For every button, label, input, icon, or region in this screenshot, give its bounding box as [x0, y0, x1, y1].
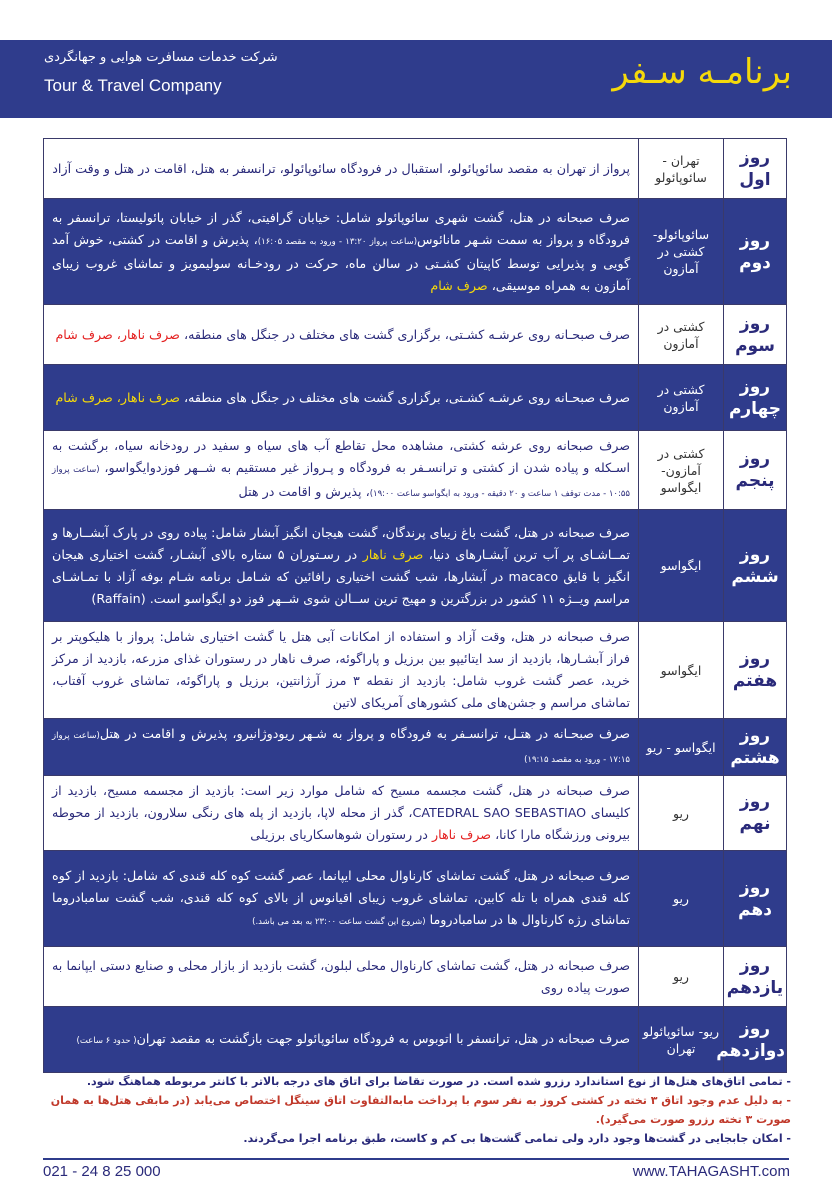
- day-location: ریو: [639, 776, 724, 851]
- itinerary-row: [44, 1007, 787, 1073]
- day-text: صرف صبحانه در هتل، ترانسفر با اتوبوس به فرودگاه سائوپائولو جهت بازگشت به مقصد تهران: [136, 1030, 630, 1046]
- page-title: برنامـه سـفر: [612, 52, 792, 92]
- day-label: روز هفتم: [724, 622, 787, 719]
- day-location: کشتی در آمازون: [639, 365, 724, 431]
- day-label: روز پنجم: [724, 431, 787, 510]
- note-item: - به دلیل عدم وجود اتاق ۳ تخته در کشتی کروز به نفر سوم با پرداخت مابه‌التفاوت اتاق سینگل اختصاص می‌یابد (در مابقی هتل‌ها به همان صورت ۳ تخته رزرو صورت می‌گیرد).: [50, 1094, 791, 1126]
- day-location: کشتی در آمازون- ایگواسو: [639, 431, 724, 510]
- day-location: سائوپائولو- کشتی در آمازون: [639, 199, 724, 305]
- day-label: روز نهم: [724, 776, 787, 851]
- day-location: ایگواسو: [639, 622, 724, 719]
- day-text: صرف صبحانه در هتل، گشت تماشای کارناوال محلی لبلون، گشت بازدید از بازار محلی و صنایع دستی ایپانما به صورت پیاده روی: [52, 957, 630, 995]
- day-text-continued: در رستوران شوهاسکاریای برزیلی: [250, 827, 432, 842]
- day-text-continued: ، پذیرش و اقامت در هتل: [238, 484, 370, 499]
- notes-section: [43, 1072, 791, 1148]
- itinerary-table: [43, 138, 787, 1073]
- day-label: روز هشتم: [724, 719, 787, 776]
- day-text: صرف صبحانه روی عرشه کشتی، مشاهده محل تقاطع آب های سیاه و سفید در رودخانه سیاه، برگشت به اسـکله و پیاده شدن از کشتی و ترانسـفر به فرودگاه و پـرواز غیر مستقیم به شــهر فوزدوایگواسو،: [52, 438, 630, 475]
- header-banner: [0, 40, 832, 118]
- day-label: روز دوازدهم: [724, 1007, 787, 1073]
- day-location: ریو: [639, 851, 724, 947]
- itinerary-row: [44, 622, 787, 719]
- day-label: روز چهارم: [724, 365, 787, 431]
- day-text: صرف صبحـانه در هتـل، ترانسـفر به فرودگاه و پرواز به شـهر ریودوژانیرو، پذیرش و اقامت در هتل: [99, 726, 630, 741]
- itinerary-row: [44, 431, 787, 510]
- itinerary-row: [44, 947, 787, 1007]
- day-location: تهران - سائوپائولو: [639, 139, 724, 199]
- day-location: ریو- سائوپائولو تهران: [639, 1007, 724, 1073]
- footer-phone: 021 - 24 8 25 000: [43, 1163, 161, 1180]
- day-text: صرف صبحانه در هتل، گشت تماشای کارناوال محلی ایپانما، عصر گشت کوه کله قندی که شامل: بازدید از کوه کله قندی همراه با تله کابین، تماشای غروب زیبای اقیانوس از بالای کوه کله قندی، شب گشت سامبادروما تماشای رژه کارناوال ها در سامبادروما: [52, 867, 630, 927]
- flight-time-note: (ساعت پرواز ۱۳:۲۰ - ورود به مقصد ۱۶:۰۵): [257, 236, 418, 247]
- day-label: روز دهم: [724, 851, 787, 947]
- day-text: صرف صبحانه در هتل، گشت مجسمه مسیح که شامل موارد زیر است: بازدید از مجسمه مسیح، بازدید از کلیسای CATEDRAL SAO SEBASTIAO، گذر از محله لاپا، بازدید از پله های رنگی سلارون، بازدید از محوطه بیرونی ورزشگاه مارا کانا،: [52, 783, 630, 842]
- day-label: روز سوم: [724, 305, 787, 365]
- day-description: [44, 199, 639, 305]
- footer-website-link[interactable]: www.TAHAGASHT.com: [632, 1163, 790, 1180]
- day-location: ریو: [639, 947, 724, 1007]
- day-location: کشتی در آمازون: [639, 305, 724, 365]
- day-text: صرف صبحـانه روی عرشـه کشـتی، برگزاری گشت های مختلف در جنگل های منطقه،: [179, 326, 630, 342]
- day-description: [44, 305, 639, 365]
- day-description: [44, 365, 639, 431]
- itinerary-row: [44, 199, 787, 305]
- day-description: [44, 431, 639, 510]
- itinerary-row: [44, 365, 787, 431]
- note-item: - امکان جابجایی در گشت‌ها وجود دارد ولی تمامی گشت‌ها بی کم و کاست، طبق برنامه اجرا می‌گردند.: [243, 1132, 791, 1145]
- flight-time-note: (شروع این گشت ساعت ۲۳:۰۰ به بعد می باشد.): [252, 916, 426, 927]
- day-text: صرف صبحـانه روی عرشـه کشـتی، برگزاری گشت های مختلف در جنگل های منطقه،: [179, 389, 630, 405]
- footer-divider: [43, 1158, 789, 1160]
- day-location: ایگواسو - ریو: [639, 719, 724, 776]
- day-description: [44, 510, 639, 622]
- day-text: صرف صبحانه در هتل، وقت آزاد و استفاده از امکانات آبی هتل یا گشت اختیاری شامل: پرواز با هلیکوپتر بر فراز آبشـارها، بازدید از سد ایتائیپو بین برزیل و پاراگوئه، صرف ناهار در رستوران غذای مزرعه، بازدید از مرکز خرید، عصر گشت غروب شامل: بازدید از نقطه ۳ مرز آرژانتین، برزیل و پاراگوئه، تماشای غروب آفتاب، تماشای مراسم و جشن‌های ملی کشورهای آمریکای لاتین: [52, 629, 631, 710]
- meal-highlight: صرف ناهار، صرف شام: [55, 389, 180, 405]
- day-description: [44, 1007, 639, 1073]
- company-name-en: Tour & Travel Company: [44, 76, 222, 95]
- company-name-fa: شرکت خدمات مسافرت هوایی و جهانگردی: [44, 50, 278, 65]
- day-label: روز یازدهم: [724, 947, 787, 1007]
- note-item: - تمامی اتاق‌های هتل‌ها از نوع استاندارد رزرو شده است. در صورت تقاضا برای اتاق های درجه بالاتر با کانتر مربوطه هماهنگ شود.: [86, 1075, 791, 1088]
- itinerary-row: [44, 719, 787, 776]
- flight-time-note: ( حدود ۶ ساعت): [76, 1035, 137, 1046]
- day-description: [44, 622, 639, 719]
- day-description: [44, 851, 639, 947]
- itinerary-row: [44, 510, 787, 622]
- day-label: روز ششم: [724, 510, 787, 622]
- day-text-continued: در رسـتوران ۵ ستاره بالای آبشـار، گشت اختیاری هیجان انگیز با قایق macaco در آبشارها، شب گشت اختیاری رافائین که شـامل برنامه شـام بوفه آزاد با تمـاشـای مراسم ویــژه ۱۱ کشور در بزرگترین و مهیج ترین ســالن شوی شــهر فوز دو ایگواسو است. (Raffain): [52, 546, 630, 606]
- meal-highlight: صرف ناهار: [362, 546, 424, 562]
- meal-highlight: صرف ناهار، صرف شام: [55, 326, 180, 342]
- day-description: [44, 776, 639, 851]
- itinerary-row: [44, 139, 787, 199]
- itinerary-row: [44, 776, 787, 851]
- day-description: [44, 719, 639, 776]
- day-text: صرف صبحانه در هتل، گشت باغ زیبای پرندگان، گشت هیجان انگیز آبشار شامل: پیاده روی در پارک آبشــارها و تمــاشـای پر آب ترین آبشـارهای دنیا،: [52, 524, 631, 562]
- itinerary-row: [44, 851, 787, 947]
- day-description: [44, 947, 639, 1007]
- day-text: پرواز از تهران به مقصد سائوپائولو، استقبال در فرودگاه سائوپائولو، ترانسفر به هتل، اقامت در هتل و وقت آزاد: [52, 160, 630, 176]
- day-label: روز دوم: [724, 199, 787, 305]
- itinerary-row: [44, 305, 787, 365]
- day-description: [44, 139, 639, 199]
- day-label: روز اول: [724, 139, 787, 199]
- day-text: صرف صبحانه در هتل، گشت شهری سائوپائولو شامل: خیابان گرافیتی، گذر از خیابان پائولیستا، ترانسفر به فرودگاه و پرواز به سمت شـهر مانائوس: [52, 209, 630, 247]
- meal-highlight: صرف شام: [430, 277, 488, 293]
- flight-time-note: (ساعت پرواز ۱۰:۵۵ - مدت توقف ۱ ساعت و ۲۰ دقیقه - ورود به ایگواسو ساعت ۱۹:۰۰): [52, 465, 630, 499]
- flight-time-note: (ساعت پرواز ۱۷:۱۵ - ورود به مقصد ۱۹:۱۵): [52, 731, 630, 765]
- meal-highlight: صرف ناهار: [431, 827, 492, 842]
- day-location: ایگواسو: [639, 510, 724, 622]
- day-text-continued: ، پذیرش و اقامت در کشتی، خوش آمد گویی و پذیرایی توسط کاپیتان کشـتی در سالن ماه، حرکت در رودخـانه سولیمویز و تماشای غروب زیبای آمازون به همراه موسیقی،: [52, 231, 630, 293]
